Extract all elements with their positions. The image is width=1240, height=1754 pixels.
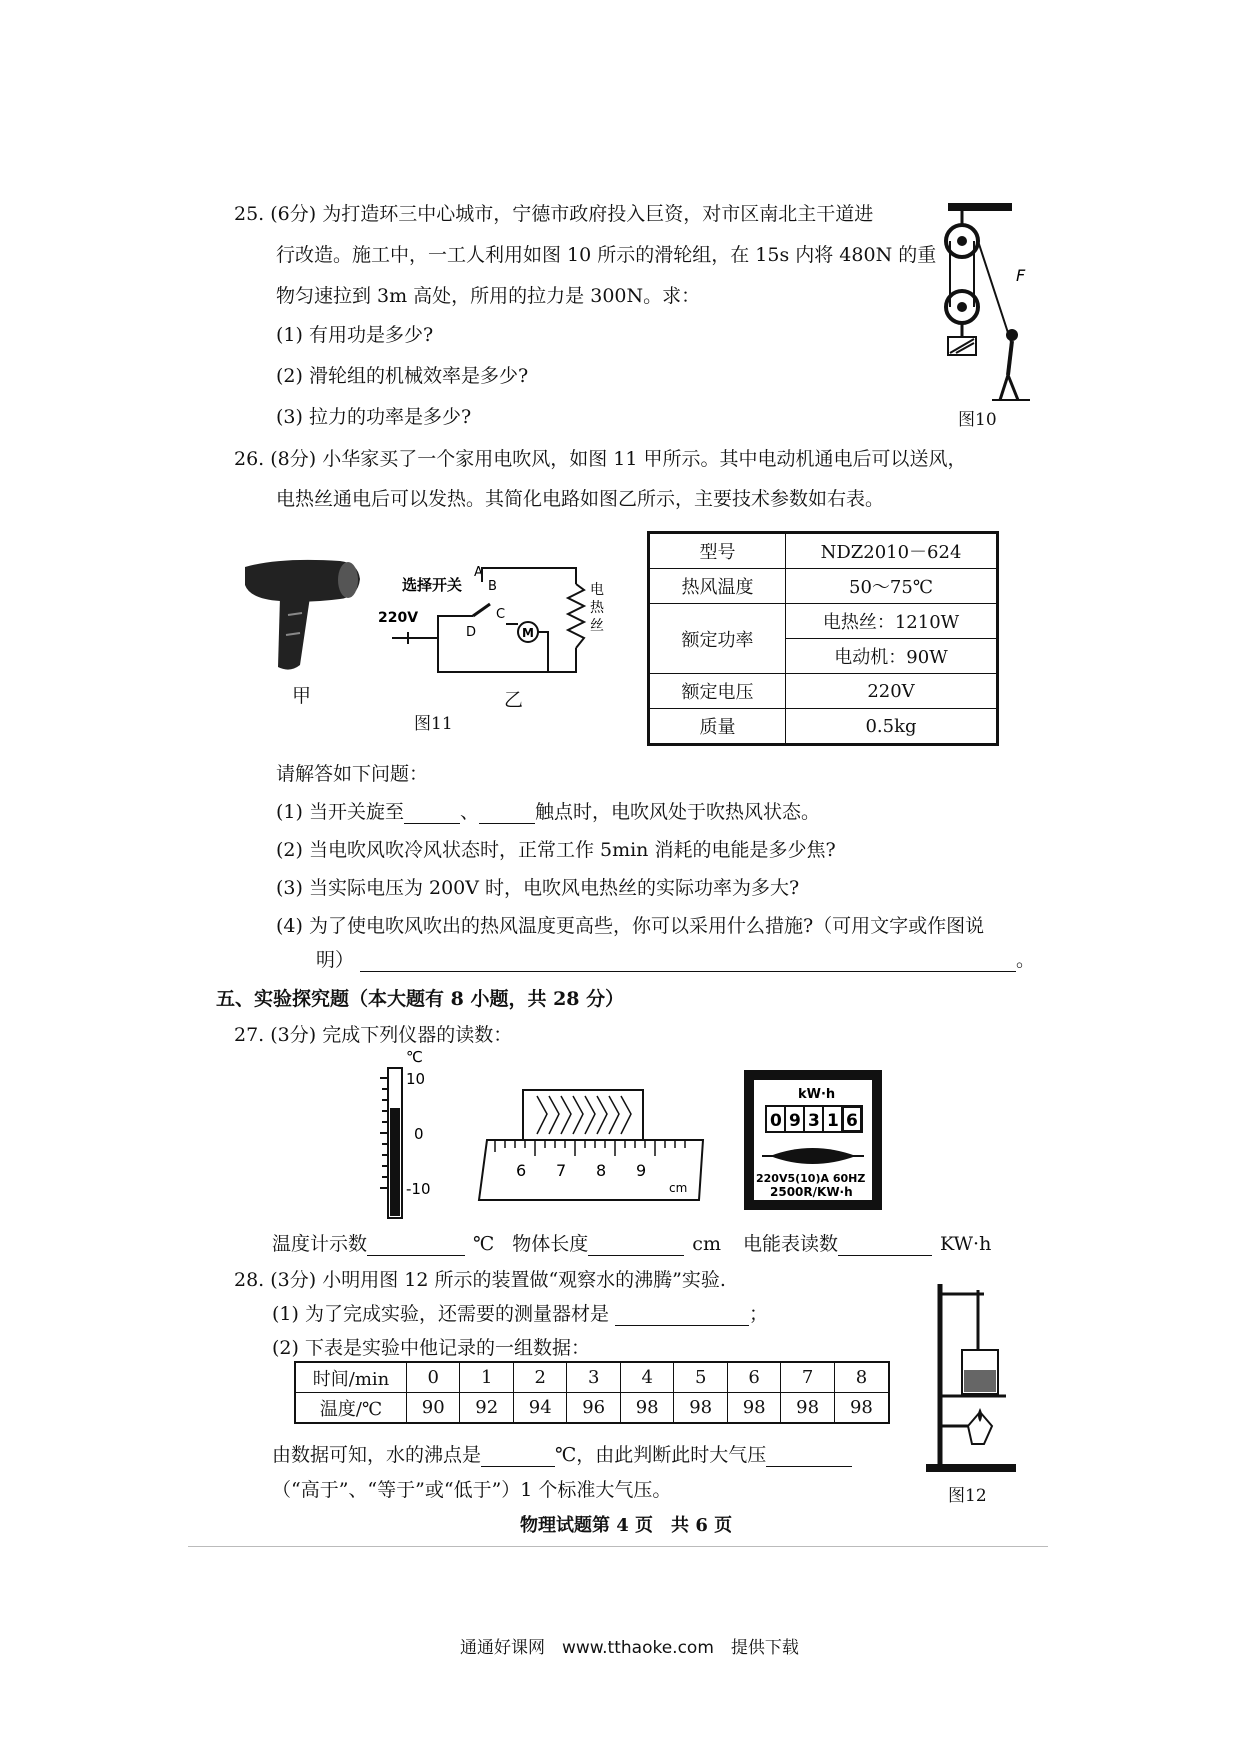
thermo-tick-minus10: -10 [406,1180,431,1198]
q28-sub1-b: ； [748,1303,768,1325]
answer-blank[interactable] [766,1448,852,1467]
table-cell: 90 [407,1393,460,1424]
spec-key: 热风温度 [649,569,786,604]
table-cell: 96 [567,1393,620,1424]
table-cell: 4 [620,1362,673,1393]
switch-label: 选择开关 [402,576,463,594]
contact-d: D [466,625,477,640]
section-title: 五、实验探究题（本大题有 8 小题，共 28 分） [216,988,625,1010]
q26-sub4-end: 。 [1016,949,1036,971]
q26-sub1-c: 触点时，电吹风处于吹热风状态。 [534,801,820,823]
table-cell: 98 [727,1393,780,1424]
q28-concl2: （“高于”、“等于”或“低于”）1 个标准大气压。 [272,1479,672,1501]
table-cell: 98 [620,1393,673,1424]
fig10-caption: 图10 [958,410,997,430]
thermo-unit: ℃ [406,1048,423,1066]
answer-blank[interactable] [481,1448,555,1467]
motor-label: M [522,626,534,640]
meter-digit-4: 1 [827,1111,839,1131]
pulley-label-f: F [1016,266,1026,285]
spec-table [647,531,999,746]
answer-blank[interactable] [479,805,535,824]
table-cell: 98 [834,1393,889,1424]
q26-intro: 请解答如下问题： [276,763,429,785]
q28-sub2: (2) 下表是实验中他记录的一组数据： [272,1337,590,1359]
meter-digit-3: 3 [808,1111,820,1131]
q26-line1: 26. (8分) 小华家买了一个家用电吹风，如图 11 甲所示。其中电动机通电后可以送风， [234,448,967,470]
q25-sub2: (2) 滑轮组的机械效率是多少? [276,365,529,387]
q28-sub1-a: (1) 为了完成实验，还需要的测量器材是 [272,1303,609,1325]
ans-meter-unit: KW·h [939,1233,992,1255]
q25-sub1: (1) 有用功是多少? [276,324,434,346]
heater-char-3: 丝 [590,618,604,634]
answer-blank[interactable] [838,1237,932,1256]
ans-length-label: 物体长度 [512,1233,589,1255]
table-cell: 92 [460,1393,513,1424]
q28-concl-b: ℃，由此判断此时大气压 [555,1444,767,1466]
q26-sub3: (3) 当实际电压为 200V 时，电吹风电热丝的实际功率为多大? [276,877,800,899]
ruler-tick-7: 7 [556,1161,567,1180]
ruler-unit: cm [669,1181,688,1195]
spec-value: 电动机：90W [786,639,998,674]
q28-line1: 28. (3分) 小明用图 12 所示的装置做“观察水的沸腾”实验. [234,1269,726,1291]
q26-sub4-b: 明） [316,949,355,971]
table-cell: 0 [407,1362,460,1393]
spec-key: 质量 [649,709,786,745]
spec-value: 50～75℃ [786,569,998,604]
ruler-tick-6: 6 [516,1161,527,1180]
meter-digit-5: 6 [846,1111,858,1131]
spec-value: NDZ2010－624 [786,533,998,569]
table-cell: 1 [460,1362,513,1393]
spec-key: 额定电压 [649,674,786,709]
q26-sub4-line2 [316,948,1035,972]
table-row-label: 时间/min [295,1362,407,1393]
q26-sub1-b: 、 [459,801,479,823]
energy-meter-figure [742,1068,884,1213]
table-cell: 94 [513,1393,566,1424]
spec-key: 额定功率 [649,604,786,674]
table-row-label: 温度/℃ [295,1393,407,1424]
q26-sub1 [276,800,820,824]
q26-sub1-a: (1) 当开关旋至 [276,801,404,823]
circuit-diagram [378,560,608,680]
answer-blank[interactable] [367,1237,465,1256]
heater-char-2: 热 [590,600,604,616]
thermo-tick-10: 10 [406,1070,426,1088]
fig12-caption: 图12 [948,1486,987,1506]
answer-blank[interactable] [615,1307,749,1326]
contact-a: A [474,565,483,580]
spec-key: 型号 [649,533,786,569]
footer-divider [188,1546,1048,1547]
pulley-figure [940,195,1040,405]
download-credit: 通通好课网 www.tthaoke.com 提供下载 [460,1638,799,1658]
contact-b: B [488,579,497,594]
meter-spec-2: 2500R/KW·h [770,1185,853,1199]
table-cell: 3 [567,1362,620,1393]
q27-answers [272,1232,991,1256]
thermo-tick-0: 0 [414,1125,424,1143]
ruler-figure [475,1088,707,1218]
fig11-label-yi: 乙 [504,689,524,711]
q26-line2: 电热丝通电后可以发热。其简化电路如图乙所示，主要技术参数如右表。 [276,488,885,510]
q25-line3: 物匀速拉到 3m 高处，所用的拉力是 300N。求： [276,285,701,307]
q28-concl-a: 由数据可知，水的沸点是 [272,1444,482,1466]
hair-dryer-figure [240,555,365,675]
voltage-label: 220V [378,610,419,626]
q26-sub2: (2) 当电吹风吹冷风状态时，正常工作 5min 消耗的电能是多少焦? [276,839,836,861]
table-cell: 5 [674,1362,727,1393]
answer-blank[interactable] [588,1237,684,1256]
table-cell: 2 [513,1362,566,1393]
answer-blank[interactable] [360,953,1016,972]
table-cell: 7 [781,1362,834,1393]
table-cell: 8 [834,1362,889,1393]
spec-value: 220V [786,674,998,709]
q26-sub4: (4) 为了使电吹风吹出的热风温度更高些，你可以采用什么措施?（可用文字或作图说 [276,915,985,937]
contact-c: C [496,607,506,622]
q25-sub3: (3) 拉力的功率是多少? [276,406,472,428]
q27-line1: 27. (3分) 完成下列仪器的读数： [234,1024,513,1046]
ans-meter-label: 电能表读数 [742,1233,838,1255]
page-footer: 物理试题第 4 页 共 6 页 [520,1515,733,1536]
table-cell: 6 [727,1362,780,1393]
fig11-label-jia: 甲 [292,685,312,707]
q25-line1: 25. (6分) 为打造环三中心城市，宁德市政府投入巨资，对市区南北主干道进 [234,203,874,225]
q25-line2: 行改造。施工中，一工人利用如图 10 所示的滑轮组，在 15s 内将 480N 的重 [276,244,937,266]
ans-thermo-label: 温度计示数 [272,1233,368,1255]
answer-blank[interactable] [404,805,460,824]
table-cell: 98 [781,1393,834,1424]
meter-digit-1: 0 [770,1111,782,1131]
table-cell: 98 [674,1393,727,1424]
meter-digit-2: 9 [789,1111,801,1131]
meter-spec-1: 220V5(10)A 60HZ [756,1172,866,1185]
ans-length-unit: cm [692,1233,721,1255]
q28-conclusion [272,1443,852,1467]
ans-thermo-unit: ℃ [473,1233,495,1255]
spec-value: 0.5kg [786,709,998,745]
spec-value: 电热丝：1210W [786,604,998,639]
ruler-tick-9: 9 [636,1161,647,1180]
ruler-tick-8: 8 [596,1161,607,1180]
meter-unit: kW·h [798,1087,836,1102]
boiling-data-table [294,1361,890,1424]
fig11-caption: 图11 [414,714,453,734]
boiling-apparatus-figure [922,1280,1022,1480]
heater-char-1: 电 [590,582,604,598]
q28-sub1 [272,1302,768,1326]
thermometer-figure [370,1048,440,1223]
